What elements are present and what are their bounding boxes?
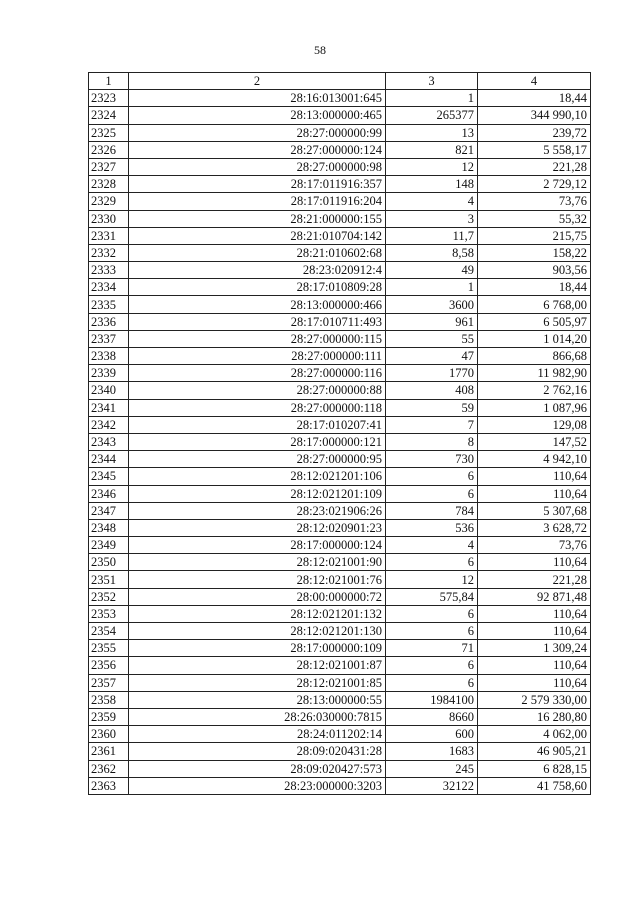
row-number-cell: 2334 <box>89 279 129 296</box>
area-cell: 6 <box>386 605 478 622</box>
row-number-cell: 2324 <box>89 107 129 124</box>
row-number-cell: 2359 <box>89 708 129 725</box>
row-number-cell: 2356 <box>89 657 129 674</box>
table-row <box>89 657 591 674</box>
amount-cell: 110,64 <box>478 657 591 674</box>
row-number-cell: 2332 <box>89 244 129 261</box>
table-row <box>89 107 591 124</box>
table-row <box>89 313 591 330</box>
row-number-cell: 2344 <box>89 451 129 468</box>
table-row <box>89 691 591 708</box>
column-header-2: 2 <box>129 73 386 90</box>
table-row <box>89 502 591 519</box>
amount-cell: 55,32 <box>478 210 591 227</box>
amount-cell: 2 579 330,00 <box>478 691 591 708</box>
column-header-1: 1 <box>89 73 129 90</box>
area-cell: 784 <box>386 502 478 519</box>
amount-cell: 6 768,00 <box>478 296 591 313</box>
row-number-cell: 2323 <box>89 90 129 107</box>
table-row <box>89 296 591 313</box>
area-cell: 12 <box>386 571 478 588</box>
row-number-cell: 2343 <box>89 433 129 450</box>
area-cell: 6 <box>386 485 478 502</box>
cadastral-number-cell: 28:12:021201:109 <box>129 485 386 502</box>
amount-cell: 1 014,20 <box>478 330 591 347</box>
row-number-cell: 2349 <box>89 537 129 554</box>
amount-cell: 6 828,15 <box>478 760 591 777</box>
cadastral-number-cell: 28:12:020901:23 <box>129 519 386 536</box>
table-row <box>89 193 591 210</box>
area-cell: 47 <box>386 348 478 365</box>
cadastral-number-cell: 28:17:011916:204 <box>129 193 386 210</box>
amount-cell: 110,64 <box>478 485 591 502</box>
row-number-cell: 2336 <box>89 313 129 330</box>
amount-cell: 2 729,12 <box>478 176 591 193</box>
cadastral-number-cell: 28:17:010711:493 <box>129 313 386 330</box>
table-row <box>89 571 591 588</box>
cadastral-number-cell: 28:16:013001:645 <box>129 90 386 107</box>
area-cell: 821 <box>386 141 478 158</box>
cadastral-number-cell: 28:17:000000:124 <box>129 537 386 554</box>
cadastral-number-cell: 28:27:000000:115 <box>129 330 386 347</box>
row-number-cell: 2338 <box>89 348 129 365</box>
area-cell: 408 <box>386 382 478 399</box>
area-cell: 11,7 <box>386 227 478 244</box>
table-row <box>89 605 591 622</box>
table-row <box>89 90 591 107</box>
table-row <box>89 623 591 640</box>
area-cell: 600 <box>386 726 478 743</box>
amount-cell: 18,44 <box>478 279 591 296</box>
row-number-cell: 2350 <box>89 554 129 571</box>
cadastral-number-cell: 28:17:010809:28 <box>129 279 386 296</box>
table-body <box>89 90 591 795</box>
area-cell: 7 <box>386 416 478 433</box>
amount-cell: 129,08 <box>478 416 591 433</box>
area-cell: 1770 <box>386 365 478 382</box>
area-cell: 13 <box>386 124 478 141</box>
table-row <box>89 451 591 468</box>
area-cell: 32122 <box>386 777 478 794</box>
amount-cell: 92 871,48 <box>478 588 591 605</box>
area-cell: 4 <box>386 193 478 210</box>
cadastral-number-cell: 28:23:021906:26 <box>129 502 386 519</box>
cadastral-number-cell: 28:12:021201:106 <box>129 468 386 485</box>
row-number-cell: 2345 <box>89 468 129 485</box>
table-row <box>89 708 591 725</box>
amount-cell: 46 905,21 <box>478 743 591 760</box>
row-number-cell: 2333 <box>89 262 129 279</box>
row-number-cell: 2337 <box>89 330 129 347</box>
cadastral-number-cell: 28:21:010704:142 <box>129 227 386 244</box>
amount-cell: 215,75 <box>478 227 591 244</box>
amount-cell: 5 558,17 <box>478 141 591 158</box>
cadastral-number-cell: 28:27:000000:124 <box>129 141 386 158</box>
area-cell: 536 <box>386 519 478 536</box>
table-row <box>89 777 591 794</box>
cadastral-number-cell: 28:27:000000:118 <box>129 399 386 416</box>
data-table <box>88 72 591 795</box>
row-number-cell: 2360 <box>89 726 129 743</box>
row-number-cell: 2342 <box>89 416 129 433</box>
amount-cell: 1 309,24 <box>478 640 591 657</box>
table-row <box>89 124 591 141</box>
row-number-cell: 2325 <box>89 124 129 141</box>
amount-cell: 866,68 <box>478 348 591 365</box>
cadastral-number-cell: 28:21:000000:155 <box>129 210 386 227</box>
row-number-cell: 2330 <box>89 210 129 227</box>
row-number-cell: 2331 <box>89 227 129 244</box>
area-cell: 6 <box>386 623 478 640</box>
table-row <box>89 519 591 536</box>
amount-cell: 5 307,68 <box>478 502 591 519</box>
cadastral-number-cell: 28:23:000000:3203 <box>129 777 386 794</box>
cadastral-number-cell: 28:13:000000:466 <box>129 296 386 313</box>
amount-cell: 147,52 <box>478 433 591 450</box>
table-row <box>89 158 591 175</box>
table-row <box>89 399 591 416</box>
row-number-cell: 2335 <box>89 296 129 313</box>
amount-cell: 6 505,97 <box>478 313 591 330</box>
cadastral-number-cell: 28:27:000000:111 <box>129 348 386 365</box>
cadastral-number-cell: 28:26:030000:7815 <box>129 708 386 725</box>
column-header-3: 3 <box>386 73 478 90</box>
table-row <box>89 141 591 158</box>
row-number-cell: 2357 <box>89 674 129 691</box>
area-cell: 1 <box>386 90 478 107</box>
area-cell: 1683 <box>386 743 478 760</box>
area-cell: 12 <box>386 158 478 175</box>
amount-cell: 158,22 <box>478 244 591 261</box>
table-row <box>89 433 591 450</box>
page-number: 58 <box>314 43 326 57</box>
cadastral-number-cell: 28:27:000000:99 <box>129 124 386 141</box>
table-row <box>89 674 591 691</box>
cadastral-number-cell: 28:23:020912:4 <box>129 262 386 279</box>
amount-cell: 903,56 <box>478 262 591 279</box>
amount-cell: 110,64 <box>478 605 591 622</box>
table-row <box>89 554 591 571</box>
cadastral-number-cell: 28:17:010207:41 <box>129 416 386 433</box>
amount-cell: 73,76 <box>478 537 591 554</box>
row-number-cell: 2346 <box>89 485 129 502</box>
table-row <box>89 537 591 554</box>
area-cell: 6 <box>386 468 478 485</box>
area-cell: 265377 <box>386 107 478 124</box>
area-cell: 1 <box>386 279 478 296</box>
area-cell: 6 <box>386 657 478 674</box>
cadastral-number-cell: 28:17:000000:121 <box>129 433 386 450</box>
table-row <box>89 227 591 244</box>
area-cell: 6 <box>386 674 478 691</box>
row-number-cell: 2347 <box>89 502 129 519</box>
table-row <box>89 176 591 193</box>
row-number-cell: 2355 <box>89 640 129 657</box>
amount-cell: 2 762,16 <box>478 382 591 399</box>
amount-cell: 239,72 <box>478 124 591 141</box>
cadastral-number-cell: 28:27:000000:95 <box>129 451 386 468</box>
row-number-cell: 2348 <box>89 519 129 536</box>
amount-cell: 344 990,10 <box>478 107 591 124</box>
table-row <box>89 382 591 399</box>
amount-cell: 221,28 <box>478 571 591 588</box>
row-number-cell: 2328 <box>89 176 129 193</box>
row-number-cell: 2362 <box>89 760 129 777</box>
cadastral-number-cell: 28:27:000000:116 <box>129 365 386 382</box>
cadastral-number-cell: 28:12:021001:90 <box>129 554 386 571</box>
row-number-cell: 2340 <box>89 382 129 399</box>
table-row <box>89 279 591 296</box>
amount-cell: 221,28 <box>478 158 591 175</box>
area-cell: 8660 <box>386 708 478 725</box>
area-cell: 59 <box>386 399 478 416</box>
table-row <box>89 485 591 502</box>
area-cell: 4 <box>386 537 478 554</box>
table-row <box>89 365 591 382</box>
table-row <box>89 244 591 261</box>
area-cell: 730 <box>386 451 478 468</box>
amount-cell: 110,64 <box>478 554 591 571</box>
cadastral-number-cell: 28:12:021001:87 <box>129 657 386 674</box>
amount-cell: 110,64 <box>478 623 591 640</box>
cadastral-number-cell: 28:12:021201:132 <box>129 605 386 622</box>
area-cell: 148 <box>386 176 478 193</box>
table-row <box>89 210 591 227</box>
row-number-cell: 2351 <box>89 571 129 588</box>
area-cell: 245 <box>386 760 478 777</box>
cadastral-number-cell: 28:13:000000:465 <box>129 107 386 124</box>
cadastral-number-cell: 28:13:000000:55 <box>129 691 386 708</box>
area-cell: 961 <box>386 313 478 330</box>
amount-cell: 4 942,10 <box>478 451 591 468</box>
row-number-cell: 2361 <box>89 743 129 760</box>
row-number-cell: 2358 <box>89 691 129 708</box>
area-cell: 575,84 <box>386 588 478 605</box>
row-number-cell: 2363 <box>89 777 129 794</box>
cadastral-number-cell: 28:17:000000:109 <box>129 640 386 657</box>
table-row <box>89 743 591 760</box>
cadastral-number-cell: 28:00:000000:72 <box>129 588 386 605</box>
area-cell: 8,58 <box>386 244 478 261</box>
area-cell: 55 <box>386 330 478 347</box>
area-cell: 3600 <box>386 296 478 313</box>
row-number-cell: 2341 <box>89 399 129 416</box>
amount-cell: 3 628,72 <box>478 519 591 536</box>
area-cell: 49 <box>386 262 478 279</box>
amount-cell: 110,64 <box>478 468 591 485</box>
cadastral-number-cell: 28:17:011916:357 <box>129 176 386 193</box>
table-header-row <box>89 73 591 90</box>
cadastral-number-cell: 28:27:000000:98 <box>129 158 386 175</box>
table-row <box>89 330 591 347</box>
row-number-cell: 2352 <box>89 588 129 605</box>
row-number-cell: 2354 <box>89 623 129 640</box>
row-number-cell: 2327 <box>89 158 129 175</box>
cadastral-number-cell: 28:27:000000:88 <box>129 382 386 399</box>
amount-cell: 18,44 <box>478 90 591 107</box>
cadastral-number-cell: 28:09:020427:573 <box>129 760 386 777</box>
amount-cell: 11 982,90 <box>478 365 591 382</box>
amount-cell: 41 758,60 <box>478 777 591 794</box>
table-row <box>89 416 591 433</box>
table-row <box>89 640 591 657</box>
table-row <box>89 348 591 365</box>
table-row <box>89 588 591 605</box>
table-row <box>89 726 591 743</box>
area-cell: 71 <box>386 640 478 657</box>
cadastral-number-cell: 28:21:010602:68 <box>129 244 386 261</box>
area-cell: 1984100 <box>386 691 478 708</box>
cadastral-number-cell: 28:12:021201:130 <box>129 623 386 640</box>
cadastral-number-cell: 28:12:021001:76 <box>129 571 386 588</box>
amount-cell: 73,76 <box>478 193 591 210</box>
table-row <box>89 468 591 485</box>
row-number-cell: 2326 <box>89 141 129 158</box>
row-number-cell: 2339 <box>89 365 129 382</box>
amount-cell: 4 062,00 <box>478 726 591 743</box>
amount-cell: 16 280,80 <box>478 708 591 725</box>
table-row <box>89 760 591 777</box>
column-header-4: 4 <box>478 73 591 90</box>
cadastral-number-cell: 28:09:020431:28 <box>129 743 386 760</box>
amount-cell: 1 087,96 <box>478 399 591 416</box>
area-cell: 8 <box>386 433 478 450</box>
cadastral-number-cell: 28:12:021001:85 <box>129 674 386 691</box>
row-number-cell: 2329 <box>89 193 129 210</box>
area-cell: 6 <box>386 554 478 571</box>
row-number-cell: 2353 <box>89 605 129 622</box>
cadastral-number-cell: 28:24:011202:14 <box>129 726 386 743</box>
area-cell: 3 <box>386 210 478 227</box>
amount-cell: 110,64 <box>478 674 591 691</box>
table-row <box>89 262 591 279</box>
